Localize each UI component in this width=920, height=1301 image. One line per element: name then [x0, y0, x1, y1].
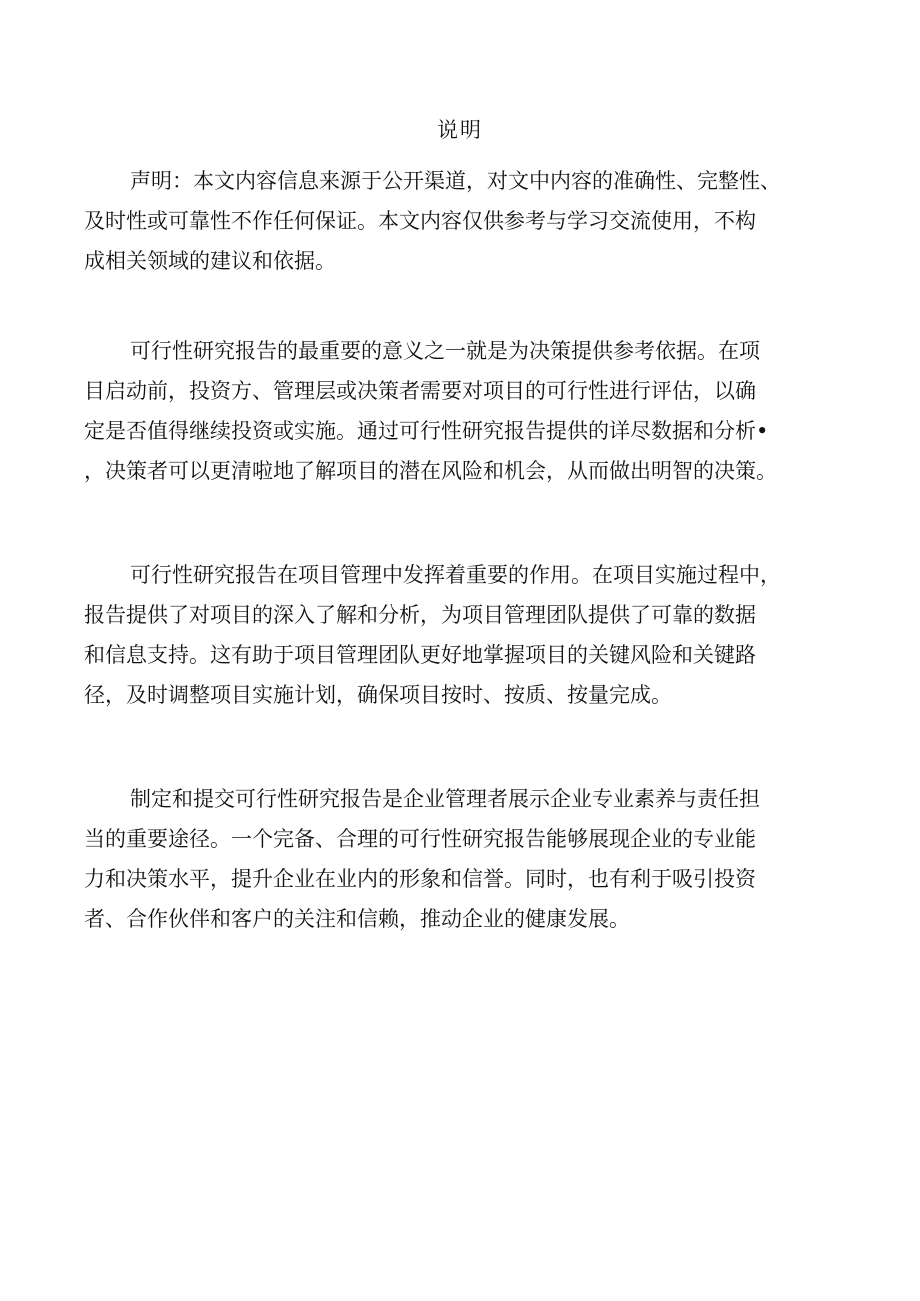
paragraph-line: 当的重要途径。一个完备、合理的可行性研究报告能够展现企业的专业能 [84, 827, 756, 851]
body-paragraph-project-management [84, 555, 844, 715]
paragraph-line: 者、合作伙伴和客户的关注和信赖，推动企业的健康发展。 [84, 907, 630, 931]
paragraph-line: 目启动前，投资方、管理层或决策者需要对项目的可行性进行评估，以确 [84, 379, 756, 403]
paragraph-line: 声明：本文内容信息来源于公开渠道，对文中内容的准确性、完整性、 [130, 169, 781, 193]
paragraph-line: 定是否值得继续投资或实施。通过可行性研究报告提供的详尽数据和分析• [84, 419, 769, 443]
paragraph-line: 径，及时调整项目实施计划，确保项目按时、按质、按量完成。 [84, 683, 672, 707]
paragraph-line: 可行性研究报告在项目管理中发挥着重要的作用。在项目实施过程中， [130, 563, 781, 587]
paragraph-line: 可行性研究报告的最重要的意义之一就是为决策提供参考依据。在项 [130, 339, 760, 363]
disclaimer-paragraph [84, 161, 844, 281]
paragraph-line: 及时性或可靠性不作任何保证。本文内容仅供参考与学习交流使用，不构 [84, 209, 756, 233]
paragraph-line: 报告提供了对项目的深入了解和分析，为项目管理团队提供了可靠的数据 [84, 603, 756, 627]
paragraph-line: 成相关领域的建议和依据。 [84, 249, 336, 273]
page-title: 说明 [437, 118, 483, 142]
paragraph-line: 制定和提交可行性研究报告是企业管理者展示企业专业素养与责任担 [130, 787, 760, 811]
paragraph-line: 力和决策水平，提升企业在业内的形象和信誉。同时，也有利于吸引投资 [84, 867, 756, 891]
body-paragraph-decision-basis [84, 331, 844, 491]
paragraph-line: ，决策者可以更清啦地了解项目的潜在风险和机会，从而做出明智的决策。 [84, 459, 777, 483]
body-paragraph-enterprise-image [84, 779, 844, 939]
paragraph-line: 和信息支持。这有助于项目管理团队更好地掌握项目的关键风险和关键路 [84, 643, 756, 667]
